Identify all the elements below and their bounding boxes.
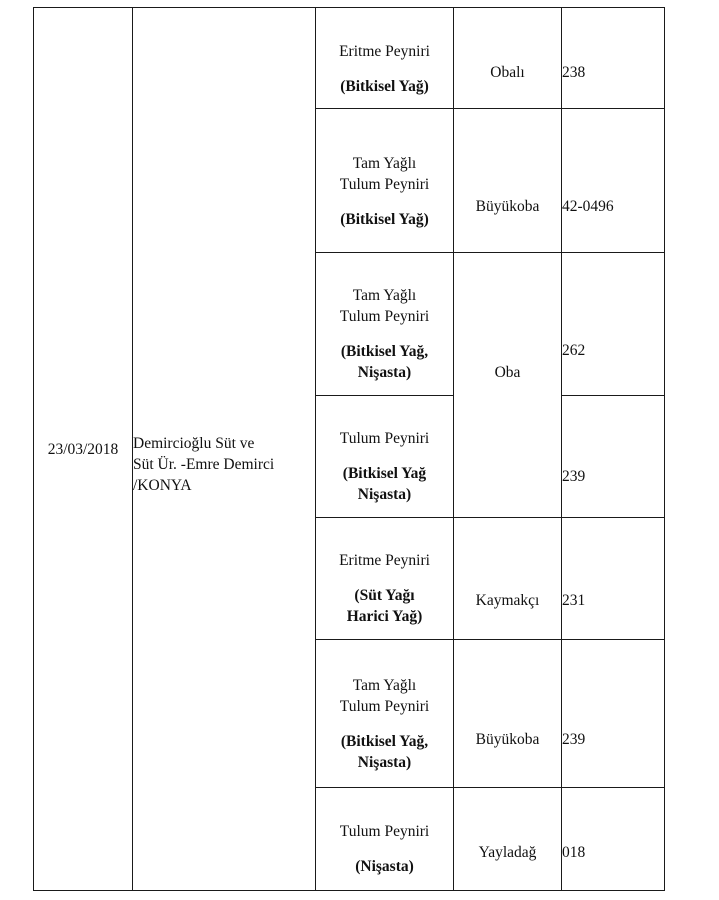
code-cell — [562, 8, 665, 109]
product-cell — [316, 788, 454, 891]
date-text: 23/03/2018 — [47, 440, 119, 458]
product-name: Tulum Peyniri — [339, 175, 430, 193]
brand-name: Obalı — [490, 63, 525, 81]
product-name: Tulum Peyniri — [339, 430, 430, 447]
product-note: (Süt Yağı — [354, 587, 415, 604]
product-table — [33, 7, 665, 891]
product-note: (Bitkisel Yağ — [342, 465, 427, 482]
product-cell — [316, 109, 454, 253]
company-name-line: Süt Ür. -Emre Demirci — [133, 455, 275, 473]
product-name: Eritme Peyniri — [339, 42, 430, 60]
code-cell — [562, 253, 665, 396]
brand-cell — [454, 788, 562, 891]
company-cell — [133, 8, 316, 891]
brand-name: Oba — [494, 363, 521, 381]
product-name: Tulum Peyniri — [339, 308, 430, 325]
product-cell — [316, 640, 454, 788]
code-cell — [562, 640, 665, 788]
product-name: Tulum Peyniri — [339, 823, 430, 840]
code-cell — [562, 518, 665, 640]
date-cell — [34, 8, 133, 891]
brand-name: Yayladağ — [478, 843, 537, 861]
brand-cell — [454, 8, 562, 109]
product-name: Tam Yağlı — [352, 287, 417, 304]
product-note: (Nişasta) — [355, 858, 414, 875]
product-note: Nişasta) — [357, 364, 412, 381]
code-value: 238 — [562, 63, 586, 81]
product-name: Tam Yağlı — [352, 154, 417, 172]
company-name-line: Demircioğlu Süt ve — [133, 434, 255, 452]
brand-cell — [454, 640, 562, 788]
product-cell — [316, 253, 454, 396]
product-note: (Bitkisel Yağ, — [340, 732, 429, 750]
code-cell — [562, 788, 665, 891]
product-cell — [316, 518, 454, 640]
brand-name: Büyükoba — [475, 198, 540, 215]
brand-cell — [454, 253, 562, 518]
company-location-line: /KONYA — [133, 476, 192, 494]
brand-name: Kaymakçı — [475, 591, 540, 609]
product-note: (Bitkisel Yağ) — [340, 210, 429, 228]
product-name: Tulum Peyniri — [339, 697, 430, 715]
code-cell — [562, 396, 665, 518]
code-value: 018 — [562, 843, 586, 861]
product-cell — [316, 8, 454, 109]
product-cell — [316, 396, 454, 518]
code-value: 239 — [562, 468, 586, 485]
brand-name: Büyükoba — [475, 730, 540, 748]
code-value: 231 — [562, 591, 586, 609]
product-note: Nişasta) — [357, 486, 412, 503]
product-note: Harici Yağ) — [346, 608, 423, 625]
product-note: (Bitkisel Yağ, — [340, 343, 429, 360]
code-value: 262 — [562, 341, 586, 359]
code-value: 239 — [562, 730, 586, 748]
code-value: 42-0496 — [562, 198, 614, 215]
product-name: Tam Yağlı — [352, 676, 417, 694]
product-note: (Bitkisel Yağ) — [340, 77, 429, 95]
brand-cell — [454, 518, 562, 640]
code-cell — [562, 109, 665, 253]
product-name: Eritme Peyniri — [339, 552, 430, 569]
table-row — [34, 8, 665, 109]
brand-cell — [454, 109, 562, 253]
product-note: Nişasta) — [357, 753, 412, 771]
